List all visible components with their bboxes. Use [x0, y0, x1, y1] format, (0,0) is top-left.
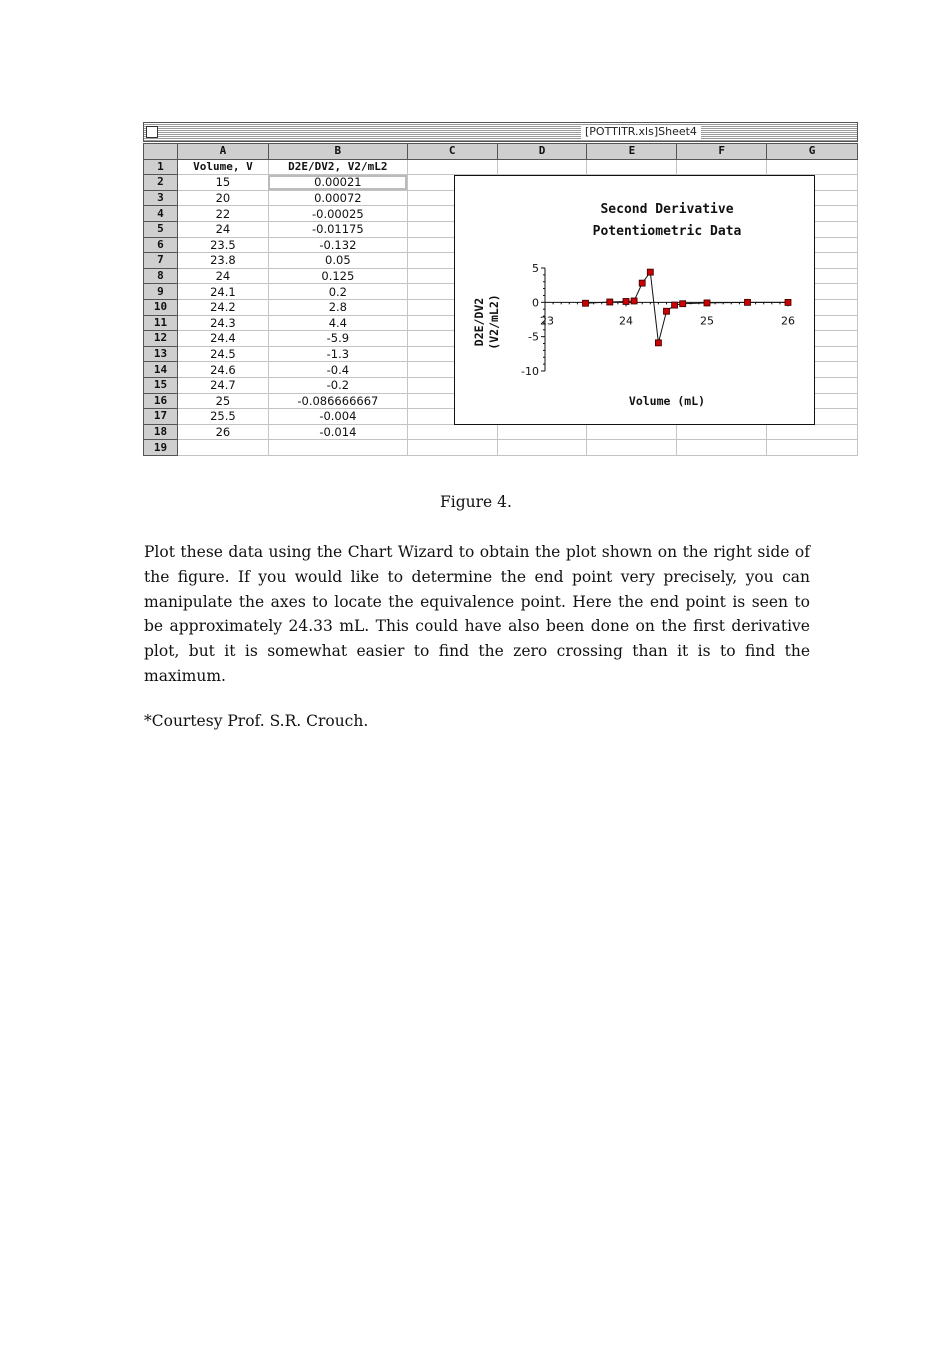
cell-a[interactable]: 24.4 — [177, 331, 268, 347]
row-header[interactable]: 16 — [144, 393, 178, 409]
cell-b[interactable]: -0.014 — [268, 424, 407, 440]
cell-a[interactable]: 26 — [177, 424, 268, 440]
data-point — [680, 301, 686, 307]
select-all-corner[interactable] — [144, 144, 178, 160]
cell-empty[interactable] — [497, 159, 587, 175]
cell-empty[interactable] — [587, 440, 677, 456]
row-header[interactable]: 14 — [144, 362, 178, 378]
cell-empty[interactable] — [677, 424, 767, 440]
row-header[interactable]: 7 — [144, 253, 178, 269]
table-row — [144, 440, 858, 456]
cell-a[interactable]: 25.5 — [177, 409, 268, 425]
column-header[interactable]: E — [587, 144, 677, 160]
embedded-chart[interactable] — [454, 175, 815, 425]
x-axis-label: Volume (mL) — [628, 394, 706, 408]
row-header[interactable]: 12 — [144, 331, 178, 347]
cell-b[interactable]: -0.004 — [268, 409, 407, 425]
cell-a[interactable]: 24.2 — [177, 299, 268, 315]
y-tick-label: -5 — [528, 330, 539, 344]
row-header[interactable]: 10 — [144, 299, 178, 315]
data-point — [672, 302, 678, 308]
data-point — [655, 340, 661, 346]
x-tick-label: 24 — [619, 314, 633, 328]
cell-a[interactable]: 24.6 — [177, 362, 268, 378]
cell-empty[interactable] — [677, 159, 767, 175]
cell-a[interactable]: 24.7 — [177, 377, 268, 393]
chart-title-line: Second Derivative — [600, 202, 734, 217]
row-header[interactable]: 2 — [144, 175, 178, 191]
column-header[interactable]: D — [497, 144, 587, 160]
row-header[interactable]: 11 — [144, 315, 178, 331]
cell-empty[interactable] — [407, 424, 497, 440]
data-point — [647, 269, 653, 275]
cell-a[interactable]: 24.5 — [177, 346, 268, 362]
column-header[interactable]: A — [177, 144, 268, 160]
cell-b[interactable]: 0.05 — [268, 253, 407, 269]
y-tick-label: -10 — [521, 365, 539, 378]
chart-title-line: Potentiometric Data — [592, 224, 742, 239]
cell-a[interactable]: 24 — [177, 221, 268, 237]
cell-a[interactable] — [177, 440, 268, 456]
table-row — [144, 159, 858, 175]
data-point — [664, 308, 670, 314]
row-header[interactable]: 8 — [144, 268, 178, 284]
cell-b[interactable]: 0.2 — [268, 284, 407, 300]
cell-a[interactable]: Volume, V — [177, 159, 268, 175]
column-header-row — [144, 144, 858, 160]
cell-b[interactable] — [268, 440, 407, 456]
y-tick-label: 0 — [532, 296, 539, 310]
data-point — [631, 298, 637, 304]
body-paragraph: Plot these data using the Chart Wizard to obtain the plot shown on the right side of the figure. If you would like to determine the end point very precisely, you can manipulate the axes to locate the equivalence point. Here the end point is seen to be approximately 24.33 mL. This could have also been done on the first derivative plot, but it is somewhat easier to find the zero crossing than it is to find the maximum. — [144, 543, 810, 685]
plot-area — [521, 262, 795, 378]
cell-b[interactable]: -0.01175 — [268, 221, 407, 237]
data-point — [607, 299, 613, 305]
cell-b[interactable]: 0.00021 — [268, 175, 407, 191]
cell-a[interactable]: 24.1 — [177, 284, 268, 300]
cell-empty[interactable] — [407, 159, 497, 175]
row-header[interactable]: 18 — [144, 424, 178, 440]
data-point — [704, 300, 710, 306]
row-header[interactable]: 19 — [144, 440, 178, 456]
row-header[interactable]: 6 — [144, 237, 178, 253]
y-axis-label-line: D2E/DV2 — [472, 297, 486, 347]
cell-b[interactable]: -0.00025 — [268, 206, 407, 222]
chart-svg — [455, 176, 816, 426]
column-header[interactable]: B — [268, 144, 407, 160]
y-tick-label: 5 — [532, 262, 539, 275]
data-point — [639, 280, 645, 286]
cell-a[interactable]: 23.8 — [177, 253, 268, 269]
cell-b[interactable]: 0.00072 — [268, 190, 407, 206]
figure-caption: Figure 4. — [440, 493, 512, 511]
data-point — [785, 299, 791, 305]
column-header[interactable]: G — [767, 144, 858, 160]
row-header[interactable]: 9 — [144, 284, 178, 300]
column-header[interactable]: C — [407, 144, 497, 160]
x-tick-label: 25 — [700, 314, 714, 328]
window-title: [POTTITR.xls]Sheet4 — [581, 125, 701, 139]
cell-b[interactable]: -0.4 — [268, 362, 407, 378]
x-tick-label: 23 — [540, 314, 554, 328]
cell-empty[interactable] — [497, 424, 587, 440]
cell-b[interactable]: -1.3 — [268, 346, 407, 362]
cell-b[interactable]: -5.9 — [268, 331, 407, 347]
cell-a[interactable]: 22 — [177, 206, 268, 222]
cell-empty[interactable] — [587, 159, 677, 175]
cell-a[interactable]: 25 — [177, 393, 268, 409]
y-axis-label — [472, 294, 501, 349]
table-row — [144, 424, 858, 440]
cell-empty[interactable] — [677, 440, 767, 456]
row-header[interactable]: 15 — [144, 377, 178, 393]
cell-b[interactable]: 2.8 — [268, 299, 407, 315]
row-header[interactable]: 17 — [144, 409, 178, 425]
y-axis-label-line: (V2/mL2) — [487, 294, 501, 350]
cell-empty[interactable] — [587, 424, 677, 440]
data-point — [623, 298, 629, 304]
cell-b[interactable]: -0.086666667 — [268, 393, 407, 409]
column-header[interactable]: F — [677, 144, 767, 160]
window-title-bar[interactable] — [143, 122, 858, 142]
series-line — [586, 272, 789, 343]
row-header[interactable]: 13 — [144, 346, 178, 362]
cell-a[interactable]: 24 — [177, 268, 268, 284]
cell-empty[interactable] — [767, 424, 858, 440]
cell-a[interactable]: 24.3 — [177, 315, 268, 331]
cell-empty[interactable] — [497, 440, 587, 456]
courtesy-note: *Courtesy Prof. S.R. Crouch. — [144, 712, 369, 730]
cell-a[interactable]: 20 — [177, 190, 268, 206]
row-header[interactable]: 4 — [144, 206, 178, 222]
cell-b[interactable]: 4.4 — [268, 315, 407, 331]
cell-a[interactable]: 15 — [177, 175, 268, 191]
cell-b[interactable]: 0.125 — [268, 268, 407, 284]
cell-empty[interactable] — [407, 440, 497, 456]
cell-b[interactable]: D2E/DV2, V2/mL2 — [268, 159, 407, 175]
row-header[interactable]: 3 — [144, 190, 178, 206]
close-box-icon[interactable] — [146, 126, 158, 138]
data-point — [745, 299, 751, 305]
x-tick-label: 26 — [781, 314, 795, 328]
cell-a[interactable]: 23.5 — [177, 237, 268, 253]
row-header[interactable]: 5 — [144, 221, 178, 237]
cell-empty[interactable] — [767, 440, 858, 456]
cell-empty[interactable] — [767, 159, 858, 175]
data-point — [583, 300, 589, 306]
cell-b[interactable]: -0.2 — [268, 377, 407, 393]
row-header[interactable]: 1 — [144, 159, 178, 175]
cell-b[interactable]: -0.132 — [268, 237, 407, 253]
